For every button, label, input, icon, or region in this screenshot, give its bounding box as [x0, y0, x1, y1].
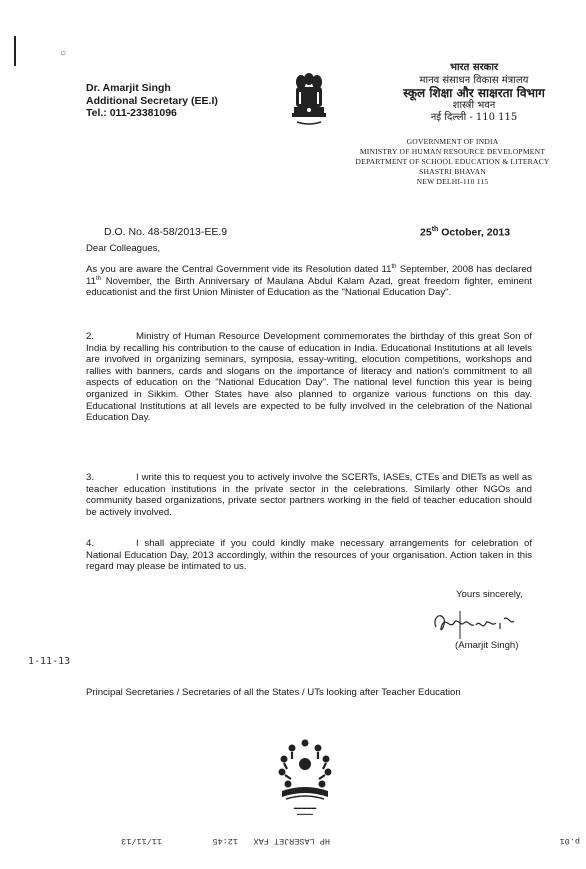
signature-image [430, 605, 525, 643]
handwritten-date: 1-11-13 [28, 656, 71, 667]
sender-designation: Additional Secretary (EE.I) [86, 94, 218, 107]
paragraph-4-number: 4. [86, 538, 95, 549]
logo-caption-hindi: ▬▬▬▬▬ [293, 805, 317, 810]
department-english [340, 137, 565, 187]
closing: Yours sincerely, [456, 589, 523, 600]
paragraph-2: 2. Ministry of Human Resource Development commemorates the birthday of this great Son of India by recalling his contribution to the cause of education in India. Educational Institutions at all levels are involved in organizing seminars, symposia, essay-writing, elocution competitions, workshops and rallies with banners, cards and slogans on the importance of literacy and nation's commitment to all aspects of education on the "National Education Day". The national level function this year is being organized in Sikkim. Other States have also planned to organize various functions on this day. Educational Institutions at all levels are expected to be fully involved in the celebration of the National Education Day. [86, 331, 532, 424]
dept-en-line5: NEW DELHI-110 115 [416, 177, 489, 186]
fax-time: 12:45 [212, 836, 238, 846]
paragraph-4: 4. I shall appreciate if you could kindly make necessary arrangements for celebration of National Education Day, 2013 accordingly, within the resources of your organisation. Action taken in this regard may please be intimated to us. [86, 538, 532, 573]
logo-caption-english: ▬▬▬▬ [297, 811, 313, 816]
dept-en-line4: SHASTRI BHAVAN [419, 167, 486, 176]
fax-model: HP LASERJET FAX [253, 836, 330, 846]
sender-block [86, 82, 218, 120]
reference-number: D.O. No. 48-58/2013-EE.9 [104, 226, 228, 238]
recipient-line: Principal Secretaries / Secretaries of all the States / UTs looking after Teacher Education [86, 687, 461, 698]
national-emblem-icon [291, 70, 327, 128]
salutation: Dear Colleagues, [86, 243, 161, 254]
dept-hi-line4: शास्त्री भवन [452, 99, 496, 111]
dept-en-line3: DEPARTMENT OF SCHOOL EDUCATION & LITERACY [355, 157, 550, 166]
mid-day-meal-logo-icon [276, 737, 334, 807]
dept-en-line2: MINISTRY OF HUMAN RESOURCE DEVELOPMENT [359, 147, 546, 156]
dept-en-line1: GOVERNMENT OF INDIA [406, 137, 499, 146]
paragraph-3: 3. I write this to request you to actively involve the SCERTs, IASEs, CTEs and DIETs as well as teacher education institutions in the private sector in the celebrations. Similarly other NGOs and community based organizations, private sector partners working in the field of teacher education should be actively involved. [86, 472, 532, 518]
sender-tel: Tel.: 011-23381096 [86, 107, 177, 119]
department-hindi [384, 62, 564, 125]
signatory-name: (Amarjit Singh) [455, 640, 519, 651]
fax-date: 11/11/13 [121, 836, 162, 846]
dept-hi-line2: मानव संसाधन विकास मंत्रालय [419, 74, 529, 86]
dept-hi-line1: भारत सरकार [449, 62, 499, 73]
sender-name: Dr. Amarjit Singh [86, 82, 171, 94]
paragraph-2-number: 2. [86, 331, 95, 342]
dept-hi-line5: नई दिल्ली - 110 115 [430, 112, 518, 123]
paragraph-1: As you are aware the Central Government vide its Resolution dated 11th September, 2008 has declared 11th November, the Birth Anniversary of Maulana Abdul Kalam Azad, great freedom fighter, eminent educationist and the first Union Minister of Education as the "National Education Day". [86, 263, 533, 299]
dept-hi-line3: स्कूल शिक्षा और साक्षरता विभाग [403, 86, 545, 100]
margin-mark [14, 36, 16, 66]
paragraph-3-number: 3. [86, 472, 95, 483]
fax-page: p.01 [559, 836, 580, 846]
hole-punch-mark: ○ [60, 48, 67, 59]
letter-date: 25th October, 2013 [420, 226, 511, 239]
